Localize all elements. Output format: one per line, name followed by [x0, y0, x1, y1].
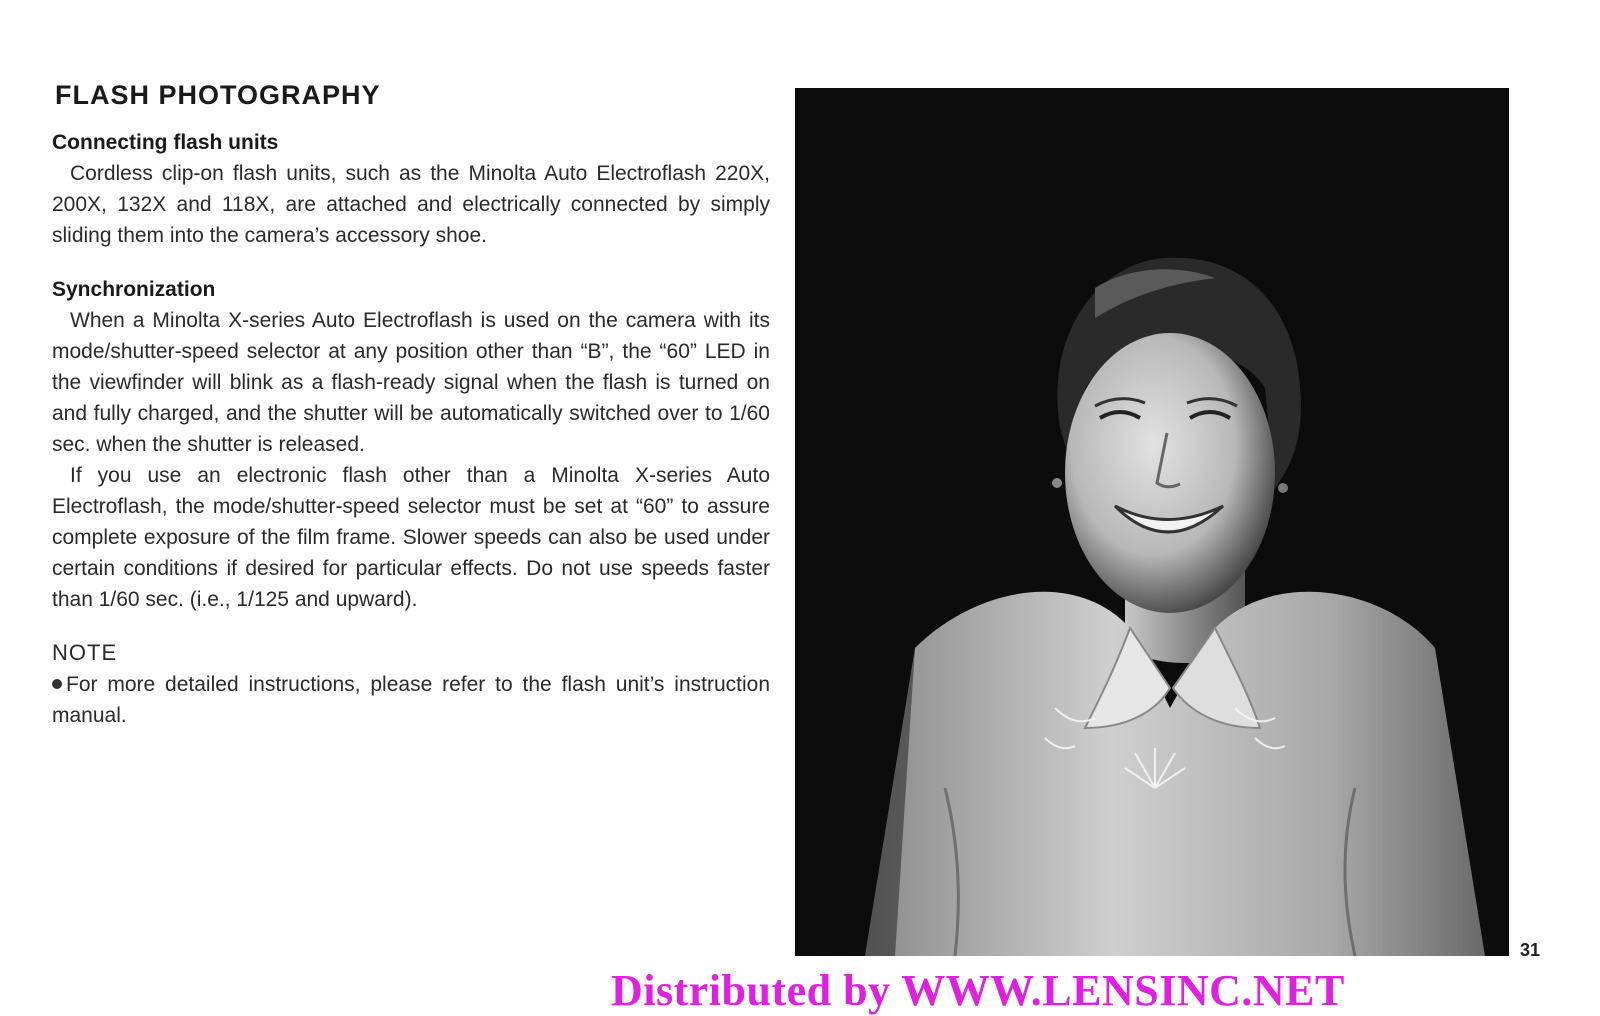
- portrait-photo: [795, 88, 1509, 956]
- synchronization-paragraph-1: When a Minolta X-series Auto Electroflash is used on the camera with its mode/shutter-speed selector at any position other than “B”, the “60” LED in the viewfinder will blink as a flash-ready signal when the flash is turned on and fully charged, and the shutter will be automatically switched over to 1/60 sec. when the shutter is released.: [52, 309, 770, 456]
- section-title-synchronization: Synchronization: [52, 278, 216, 301]
- text-column: [52, 128, 770, 731]
- synchronization-paragraph-2: If you use an electronic flash other than a Minolta X-series Auto Electroflash, the mode/shutter-speed selector must be set at “60” to assure complete exposure of the film frame. Slower speeds can also be used under certain conditions if desired for particular effects. Do not use speeds faster than 1/60 sec. (i.e., 1/125 and upward).: [52, 464, 770, 611]
- section-title-connecting: Connecting flash units: [52, 131, 279, 154]
- watermark: Distributed by WWW.LENSINC.NET: [611, 966, 1345, 1015]
- note-item: [52, 669, 770, 731]
- note-heading: NOTE: [52, 640, 118, 665]
- page-number: 31: [1520, 940, 1541, 960]
- bullet-icon: [52, 679, 62, 689]
- connecting-paragraph: Cordless clip-on flash units, such as the Minolta Auto Electroflash 220X, 200X, 132X and 118X, are attached and electrically connected by simply sliding them into the camera’s accessory shoe.: [52, 162, 770, 247]
- page-heading: FLASH PHOTOGRAPHY: [55, 80, 381, 110]
- note-text: For more detailed instructions, please refer to the flash unit’s instruction manual.: [52, 673, 770, 727]
